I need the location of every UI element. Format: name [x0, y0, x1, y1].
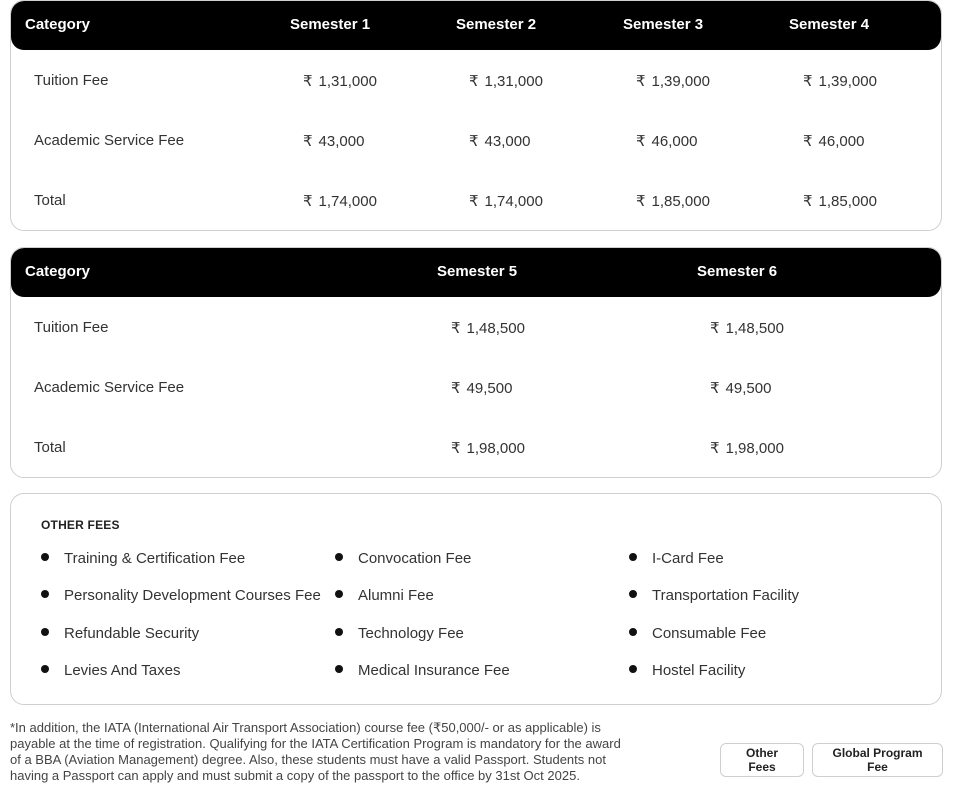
rupee-icon: ₹ [636, 73, 646, 90]
rupee-icon: ₹ [636, 133, 646, 150]
rupee-icon: ₹ [803, 133, 813, 150]
row-category: Tuition Fee [34, 319, 109, 336]
table-row [11, 170, 941, 230]
list-item: I-Card Fee [652, 550, 724, 567]
row-category: Academic Service Fee [34, 379, 185, 396]
header-semester-4: Semester 4 [789, 16, 870, 33]
fee-value: ₹ 1,48,500 [451, 320, 525, 337]
header-category: Category [25, 263, 91, 280]
fee-value: ₹ 1,74,000 [469, 193, 543, 210]
rupee-icon: ₹ [469, 133, 479, 150]
rupee-icon: ₹ [636, 193, 646, 210]
rupee-icon: ₹ [469, 73, 479, 90]
rupee-icon: ₹ [451, 380, 461, 397]
bullet-icon [335, 628, 343, 636]
fee-table-semesters-5-6 [10, 247, 942, 478]
rupee-icon: ₹ [803, 73, 813, 90]
bullet-icon [629, 553, 637, 561]
bullet-icon [629, 665, 637, 673]
rupee-icon: ₹ [451, 320, 461, 337]
bullet-icon [335, 553, 343, 561]
list-item: Medical Insurance Fee [358, 662, 510, 679]
list-item: Convocation Fee [358, 550, 471, 567]
header-semester-5: Semester 5 [437, 263, 518, 280]
list-item: Personality Development Courses Fee [64, 587, 321, 604]
rupee-icon: ₹ [710, 320, 720, 337]
fee-value: ₹ 43,000 [303, 133, 365, 150]
table-row [11, 357, 941, 417]
fee-value: ₹ 43,000 [469, 133, 531, 150]
other-fees-button[interactable]: Other Fees [720, 743, 804, 777]
bullet-icon [41, 590, 49, 598]
fee-value: ₹ 1,48,500 [710, 320, 784, 337]
fee-table-semesters-1-4 [10, 0, 942, 231]
fee-value: ₹ 1,74,000 [303, 193, 377, 210]
list-item: Hostel Facility [652, 662, 745, 679]
bullet-icon [335, 590, 343, 598]
list-item: Training & Certification Fee [64, 550, 245, 567]
fee-value: ₹ 1,39,000 [803, 73, 877, 90]
rupee-icon: ₹ [303, 73, 313, 90]
row-category: Academic Service Fee [34, 132, 185, 149]
fee-value: ₹ 1,85,000 [636, 193, 710, 210]
list-item: Transportation Facility [652, 587, 799, 604]
bullet-icon [629, 590, 637, 598]
fee-value: ₹ 1,39,000 [636, 73, 710, 90]
table-row [11, 297, 941, 357]
global-program-fee-button[interactable]: Global Program Fee [812, 743, 943, 777]
row-category: Total [34, 439, 66, 456]
fee-value: ₹ 1,85,000 [803, 193, 877, 210]
table-row [11, 50, 941, 110]
bullet-icon [41, 553, 49, 561]
rupee-icon: ₹ [710, 380, 720, 397]
bullet-icon [629, 628, 637, 636]
row-category: Tuition Fee [34, 72, 109, 89]
list-item: Alumni Fee [358, 587, 434, 604]
rupee-icon: ₹ [303, 193, 313, 210]
list-item: Refundable Security [64, 625, 199, 642]
row-category: Total [34, 192, 66, 209]
table-header [11, 248, 941, 297]
rupee-icon: ₹ [710, 440, 720, 457]
table-row [11, 417, 941, 477]
bullet-icon [41, 628, 49, 636]
header-semester-6: Semester 6 [697, 263, 778, 280]
other-fees-panel [10, 493, 942, 705]
fee-value: ₹ 1,98,000 [710, 440, 784, 457]
rupee-icon: ₹ [303, 133, 313, 150]
rupee-icon: ₹ [469, 193, 479, 210]
fee-value: ₹ 46,000 [803, 133, 865, 150]
list-item: Levies And Taxes [64, 662, 180, 679]
header-semester-2: Semester 2 [456, 16, 537, 33]
fee-value: ₹ 1,31,000 [303, 73, 377, 90]
other-fees-title: OTHER FEES [41, 518, 120, 532]
list-item: Consumable Fee [652, 625, 766, 642]
fee-value: ₹ 49,500 [710, 380, 772, 397]
fee-value: ₹ 49,500 [451, 380, 513, 397]
fee-value: ₹ 1,98,000 [451, 440, 525, 457]
list-item: Technology Fee [358, 625, 464, 642]
table-row [11, 110, 941, 170]
fee-value: ₹ 46,000 [636, 133, 698, 150]
rupee-icon: ₹ [803, 193, 813, 210]
table-header [11, 1, 941, 50]
rupee-icon: ₹ [451, 440, 461, 457]
iata-footnote: *In addition, the IATA (International Air Transport Association) course fee (₹50,000/- or as applicable) is payable at the time of registration. Qualifying for the IATA Certification Program is mandatory for the award of a BBA (Aviation Management) degree. Also, these students must have a valid Passport. Students not having a Passport can apply and must submit a copy of the passport to the office by 31st Oct 2025. [10, 720, 621, 783]
fee-value: ₹ 1,31,000 [469, 73, 543, 90]
bullet-icon [41, 665, 49, 673]
header-category: Category [25, 16, 91, 33]
header-semester-1: Semester 1 [290, 16, 371, 33]
bullet-icon [335, 665, 343, 673]
header-semester-3: Semester 3 [623, 16, 704, 33]
